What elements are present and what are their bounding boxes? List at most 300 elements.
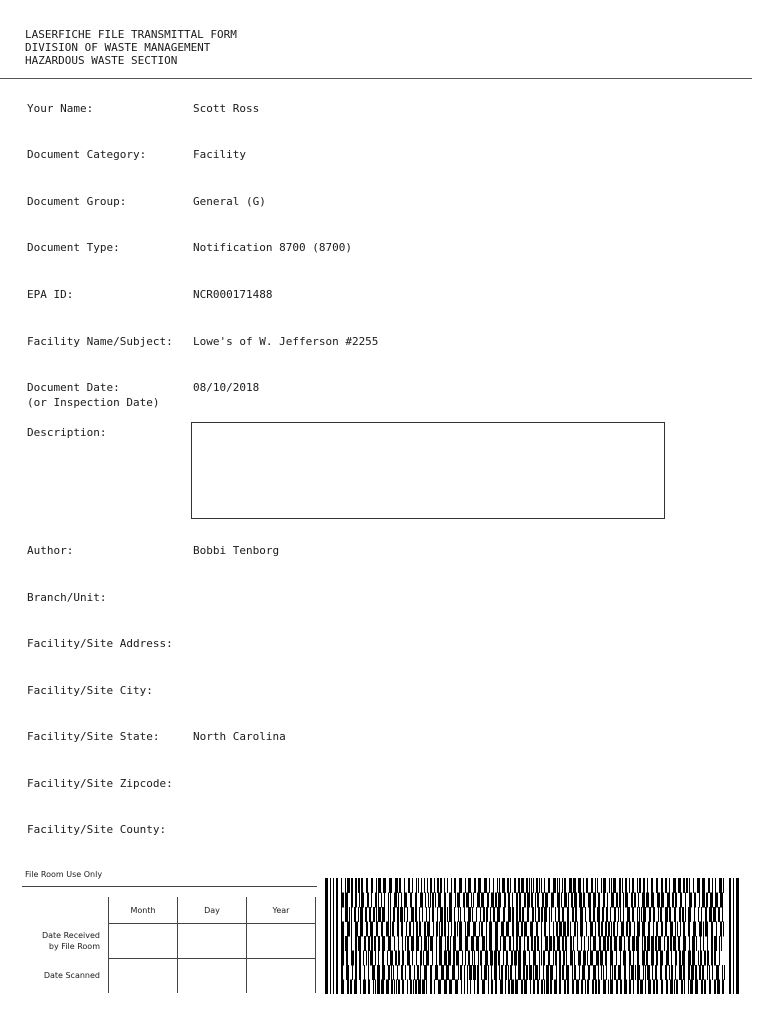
barcode-module bbox=[398, 893, 399, 908]
barcode-module bbox=[610, 980, 613, 995]
barcode-module bbox=[692, 936, 695, 951]
barcode-module bbox=[620, 980, 622, 995]
date-received-label bbox=[22, 924, 109, 959]
barcode-module bbox=[702, 893, 705, 908]
barcode-module bbox=[449, 907, 452, 922]
barcode-module bbox=[361, 893, 364, 908]
barcode-module bbox=[583, 893, 585, 908]
barcode-module bbox=[413, 980, 414, 995]
barcode-module bbox=[694, 907, 695, 922]
barcode-module bbox=[722, 980, 724, 995]
barcode-module bbox=[592, 980, 594, 995]
barcode-module bbox=[506, 922, 509, 937]
barcode-module bbox=[458, 965, 459, 980]
barcode-module bbox=[354, 907, 356, 922]
author-label: Author: bbox=[27, 544, 74, 557]
barcode-module bbox=[695, 965, 697, 980]
barcode-module bbox=[603, 965, 604, 980]
barcode-module bbox=[531, 878, 532, 893]
barcode-module bbox=[504, 893, 506, 908]
barcode-module bbox=[398, 980, 400, 995]
barcode-module bbox=[657, 893, 660, 908]
barcode-module bbox=[665, 878, 667, 893]
barcode-module bbox=[469, 965, 472, 980]
header-title: LASERFICHE FILE TRANSMITTAL FORM bbox=[25, 28, 237, 41]
barcode-module bbox=[672, 893, 674, 908]
barcode-module bbox=[470, 980, 471, 995]
barcode-module bbox=[346, 965, 349, 980]
barcode-module bbox=[493, 878, 494, 893]
barcode-module bbox=[691, 965, 694, 980]
barcode-module bbox=[658, 907, 659, 922]
barcode-module bbox=[565, 936, 567, 951]
barcode-module bbox=[439, 922, 440, 937]
barcode-module bbox=[601, 965, 602, 980]
barcode-module bbox=[519, 936, 521, 951]
barcode-module bbox=[382, 907, 385, 922]
barcode-module bbox=[544, 922, 546, 937]
barcode-module bbox=[541, 980, 543, 995]
barcode-module bbox=[486, 936, 487, 951]
barcode-module bbox=[670, 922, 673, 937]
barcode-module bbox=[388, 893, 389, 908]
barcode-module bbox=[573, 936, 574, 951]
barcode-module bbox=[676, 980, 678, 995]
barcode-module bbox=[723, 878, 724, 893]
barcode-module bbox=[477, 965, 479, 980]
barcode-module bbox=[398, 936, 399, 951]
barcode-module bbox=[675, 893, 677, 908]
barcode-module bbox=[658, 936, 661, 951]
barcode-module bbox=[490, 907, 491, 922]
barcode-module bbox=[581, 936, 582, 951]
barcode-module bbox=[439, 951, 442, 966]
document-category-value: Facility bbox=[193, 148, 246, 161]
site-state-label: Facility/Site State: bbox=[27, 730, 160, 743]
barcode-module bbox=[488, 980, 489, 995]
barcode-module bbox=[694, 893, 696, 908]
barcode-module bbox=[697, 878, 700, 893]
barcode-module bbox=[608, 922, 610, 937]
barcode-module bbox=[645, 965, 646, 980]
barcode-module bbox=[656, 980, 658, 995]
barcode-module bbox=[351, 878, 353, 893]
barcode-module bbox=[407, 907, 408, 922]
barcode-module bbox=[696, 936, 697, 951]
barcode-module bbox=[642, 936, 643, 951]
barcode-module bbox=[524, 936, 525, 951]
barcode-module bbox=[533, 951, 536, 966]
barcode-module bbox=[626, 922, 628, 937]
barcode-module bbox=[684, 980, 685, 995]
barcode-module bbox=[550, 965, 553, 980]
barcode-module bbox=[509, 936, 511, 951]
barcode-module bbox=[640, 980, 643, 995]
barcode-module bbox=[563, 951, 565, 966]
barcode-module bbox=[541, 936, 542, 951]
barcode-module bbox=[655, 965, 657, 980]
barcode-module bbox=[593, 893, 596, 908]
barcode-module bbox=[673, 936, 676, 951]
branch-unit-label: Branch/Unit: bbox=[27, 591, 107, 604]
document-group-label: Document Group: bbox=[27, 195, 127, 208]
barcode-module bbox=[647, 878, 648, 893]
barcode-module bbox=[351, 907, 352, 922]
barcode-module bbox=[426, 907, 427, 922]
barcode-module bbox=[463, 893, 465, 908]
barcode-module bbox=[670, 936, 672, 951]
barcode-module bbox=[499, 878, 500, 893]
barcode-guard-bar bbox=[330, 878, 331, 994]
barcode-module bbox=[479, 922, 480, 937]
barcode-module bbox=[661, 893, 664, 908]
barcode-module bbox=[531, 936, 533, 951]
barcode-module bbox=[341, 893, 344, 908]
barcode-module bbox=[609, 878, 610, 893]
barcode-module bbox=[499, 965, 500, 980]
barcode-module bbox=[473, 893, 474, 908]
barcode-module bbox=[704, 951, 706, 966]
barcode-module bbox=[648, 922, 650, 937]
barcode-module bbox=[656, 951, 658, 966]
barcode-module bbox=[360, 922, 363, 937]
your-name-label: Your Name: bbox=[27, 102, 94, 115]
barcode-module bbox=[510, 965, 512, 980]
barcode-module bbox=[444, 893, 446, 908]
barcode-module bbox=[468, 907, 471, 922]
barcode-module bbox=[502, 878, 505, 893]
barcode-module bbox=[420, 965, 421, 980]
barcode-module bbox=[690, 980, 693, 995]
barcode-module bbox=[629, 965, 630, 980]
site-address-label: Facility/Site Address: bbox=[27, 637, 173, 650]
barcode-module bbox=[570, 936, 572, 951]
barcode-module bbox=[629, 980, 631, 995]
barcode-module bbox=[636, 936, 639, 951]
barcode-module bbox=[679, 951, 681, 966]
barcode-module bbox=[373, 980, 374, 995]
barcode-module bbox=[390, 951, 393, 966]
site-state-value: North Carolina bbox=[193, 730, 286, 743]
barcode-module bbox=[441, 922, 443, 937]
barcode-module bbox=[518, 965, 521, 980]
barcode-module bbox=[435, 893, 436, 908]
barcode-module bbox=[722, 965, 723, 980]
barcode-module bbox=[437, 907, 438, 922]
barcode-module bbox=[438, 893, 441, 908]
barcode-module bbox=[665, 922, 667, 937]
barcode-module bbox=[637, 878, 638, 893]
barcode-module bbox=[621, 922, 624, 937]
barcode-module bbox=[689, 893, 692, 908]
barcode-module bbox=[406, 922, 407, 937]
barcode-module bbox=[642, 893, 645, 908]
barcode-guard-bar bbox=[336, 878, 338, 994]
barcode-module bbox=[341, 951, 344, 966]
barcode-module bbox=[558, 907, 560, 922]
barcode-module bbox=[585, 907, 586, 922]
barcode-module bbox=[578, 878, 581, 893]
barcode-module bbox=[373, 907, 375, 922]
barcode-module bbox=[341, 965, 343, 980]
barcode-module bbox=[397, 907, 399, 922]
barcode-module bbox=[476, 907, 477, 922]
barcode-module bbox=[566, 951, 567, 966]
barcode-module bbox=[720, 922, 722, 937]
barcode-module bbox=[376, 922, 378, 937]
barcode-module bbox=[432, 951, 433, 966]
barcode-module bbox=[434, 878, 435, 893]
barcode-module bbox=[695, 980, 698, 995]
barcode-module bbox=[539, 965, 540, 980]
barcode-guard-bar bbox=[736, 878, 739, 994]
barcode-module bbox=[625, 893, 628, 908]
barcode-module bbox=[715, 878, 716, 893]
barcode-module bbox=[511, 980, 514, 995]
barcode-module bbox=[368, 980, 370, 995]
barcode-module bbox=[533, 980, 535, 995]
barcode-module bbox=[480, 951, 482, 966]
barcode-module bbox=[637, 965, 640, 980]
barcode-module bbox=[390, 922, 391, 937]
barcode-module bbox=[631, 965, 634, 980]
barcode-module bbox=[391, 980, 393, 995]
column-month: Month bbox=[109, 897, 178, 924]
barcode-module bbox=[645, 980, 646, 995]
barcode-module bbox=[562, 878, 563, 893]
barcode-module bbox=[370, 951, 373, 966]
barcode-module bbox=[435, 965, 438, 980]
barcode-module bbox=[643, 878, 645, 893]
barcode-module bbox=[441, 965, 444, 980]
barcode-module bbox=[641, 907, 642, 922]
barcode-module bbox=[578, 951, 581, 966]
barcode-module bbox=[364, 936, 366, 951]
barcode-module bbox=[405, 936, 406, 951]
barcode-module bbox=[669, 907, 671, 922]
barcode-module bbox=[588, 936, 589, 951]
column-day: Day bbox=[178, 897, 247, 924]
barcode-module bbox=[606, 907, 608, 922]
barcode-module bbox=[516, 893, 518, 908]
barcode-module bbox=[616, 980, 618, 995]
barcode-module bbox=[555, 907, 556, 922]
barcode-module bbox=[512, 893, 513, 908]
barcode-module bbox=[660, 907, 662, 922]
barcode-module bbox=[581, 980, 583, 995]
barcode-module bbox=[593, 965, 596, 980]
barcode-module bbox=[614, 936, 617, 951]
barcode-module bbox=[486, 922, 487, 937]
barcode-module bbox=[627, 907, 630, 922]
barcode-module bbox=[541, 922, 542, 937]
barcode-module bbox=[648, 980, 651, 995]
barcode-module bbox=[483, 907, 485, 922]
barcode-module bbox=[358, 878, 360, 893]
barcode-module bbox=[719, 936, 720, 951]
barcode-module bbox=[551, 893, 554, 908]
barcode-module bbox=[574, 965, 576, 980]
barcode-module bbox=[576, 980, 579, 995]
barcode-module bbox=[498, 951, 500, 966]
barcode-module bbox=[531, 893, 533, 908]
barcode-module bbox=[389, 878, 392, 893]
barcode-module bbox=[557, 893, 560, 908]
barcode-module bbox=[651, 893, 654, 908]
barcode-module bbox=[461, 980, 462, 995]
barcode-module bbox=[708, 878, 710, 893]
barcode-module bbox=[465, 936, 468, 951]
barcode-module bbox=[377, 980, 380, 995]
barcode-module bbox=[529, 951, 530, 966]
barcode-module bbox=[480, 907, 481, 922]
barcode-module bbox=[635, 965, 636, 980]
barcode-module bbox=[686, 878, 688, 893]
barcode-module bbox=[670, 980, 673, 995]
barcode-module bbox=[374, 936, 376, 951]
barcode-module bbox=[557, 878, 558, 893]
barcode-module bbox=[618, 907, 619, 922]
barcode-module bbox=[521, 922, 523, 937]
barcode-module bbox=[544, 980, 545, 995]
document-category-label: Document Category: bbox=[27, 148, 147, 161]
barcode-module bbox=[386, 980, 389, 995]
barcode-module bbox=[438, 980, 441, 995]
barcode-module bbox=[394, 893, 397, 908]
barcode-module bbox=[359, 965, 361, 980]
barcode-module bbox=[503, 907, 505, 922]
barcode-module bbox=[608, 980, 609, 995]
barcode-module bbox=[541, 878, 542, 893]
barcode-module bbox=[588, 893, 591, 908]
barcode-module bbox=[637, 980, 639, 995]
barcode-module bbox=[529, 965, 532, 980]
barcode-module bbox=[371, 878, 373, 893]
barcode-module bbox=[590, 951, 593, 966]
barcode-module bbox=[396, 980, 397, 995]
barcode-module bbox=[460, 907, 461, 922]
barcode-module bbox=[707, 951, 709, 966]
barcode-module bbox=[359, 893, 360, 908]
barcode-module bbox=[624, 965, 626, 980]
header-division: DIVISION OF WASTE MANAGEMENT bbox=[25, 41, 211, 54]
barcode-module bbox=[429, 907, 430, 922]
barcode-module bbox=[721, 936, 722, 951]
barcode-module bbox=[419, 922, 421, 937]
barcode-module bbox=[433, 922, 434, 937]
barcode-module bbox=[523, 951, 526, 966]
barcode-module bbox=[688, 951, 691, 966]
barcode-module bbox=[639, 907, 640, 922]
barcode-module bbox=[589, 907, 591, 922]
description-value bbox=[192, 423, 664, 431]
barcode-module bbox=[677, 922, 678, 937]
barcode-module bbox=[444, 951, 447, 966]
barcode-module bbox=[660, 951, 663, 966]
barcode-module bbox=[707, 936, 708, 951]
file-room-title: File Room Use Only bbox=[25, 870, 103, 879]
barcode-module bbox=[618, 965, 621, 980]
barcode-module bbox=[620, 907, 621, 922]
file-room-table bbox=[22, 897, 316, 993]
barcode-module bbox=[503, 951, 504, 966]
barcode-module bbox=[457, 893, 460, 908]
barcode-module bbox=[394, 980, 395, 995]
barcode-module bbox=[610, 907, 611, 922]
facility-name-value: Lowe's of W. Jefferson #2255 bbox=[193, 335, 379, 348]
barcode-module bbox=[545, 936, 548, 951]
barcode-module bbox=[524, 980, 527, 995]
barcode-module bbox=[465, 878, 466, 893]
barcode-module bbox=[548, 878, 550, 893]
barcode-module bbox=[678, 936, 680, 951]
barcode-module bbox=[683, 936, 686, 951]
barcode-module bbox=[723, 922, 724, 937]
barcode-module bbox=[598, 965, 599, 980]
barcode-module bbox=[586, 922, 587, 937]
barcode-module bbox=[679, 907, 681, 922]
barcode-module bbox=[505, 965, 507, 980]
barcode-module bbox=[526, 965, 528, 980]
barcode-module bbox=[440, 907, 443, 922]
barcode-module bbox=[682, 907, 684, 922]
barcode-module bbox=[381, 893, 382, 908]
barcode-module bbox=[683, 878, 685, 893]
barcode-module bbox=[491, 980, 493, 995]
barcode-module bbox=[688, 922, 690, 937]
barcode-module bbox=[611, 878, 612, 893]
barcode-module bbox=[707, 965, 708, 980]
barcode-module bbox=[478, 878, 481, 893]
barcode-module bbox=[366, 878, 368, 893]
barcode-module bbox=[409, 922, 411, 937]
barcode-module bbox=[454, 907, 455, 922]
barcode-module bbox=[661, 922, 663, 937]
barcode-module bbox=[681, 980, 683, 995]
barcode-module bbox=[497, 907, 500, 922]
barcode-module bbox=[450, 936, 451, 951]
barcode-module bbox=[399, 878, 401, 893]
barcode-module bbox=[571, 893, 573, 908]
barcode-module bbox=[341, 878, 342, 893]
barcode-module bbox=[709, 965, 710, 980]
barcode-module bbox=[371, 936, 373, 951]
barcode-module bbox=[388, 965, 390, 980]
barcode-module bbox=[685, 893, 686, 908]
barcode-module bbox=[715, 893, 718, 908]
barcode-module bbox=[614, 907, 616, 922]
barcode-module bbox=[478, 951, 479, 966]
barcode-module bbox=[598, 922, 600, 937]
barcode-module bbox=[542, 893, 544, 908]
barcode-module bbox=[595, 980, 597, 995]
barcode-module bbox=[667, 893, 670, 908]
header-divider bbox=[0, 78, 752, 79]
barcode-module bbox=[693, 922, 696, 937]
barcode-module bbox=[409, 965, 411, 980]
document-type-label: Document Type: bbox=[27, 241, 120, 254]
barcode-module bbox=[467, 980, 468, 995]
barcode-module bbox=[629, 878, 630, 893]
barcode-module bbox=[421, 936, 422, 951]
barcode-module bbox=[439, 936, 442, 951]
barcode-module bbox=[597, 878, 598, 893]
barcode-module bbox=[515, 980, 518, 995]
barcode-module bbox=[372, 965, 375, 980]
barcode-module bbox=[455, 980, 458, 995]
barcode-module bbox=[401, 922, 403, 937]
barcode-module bbox=[365, 907, 367, 922]
